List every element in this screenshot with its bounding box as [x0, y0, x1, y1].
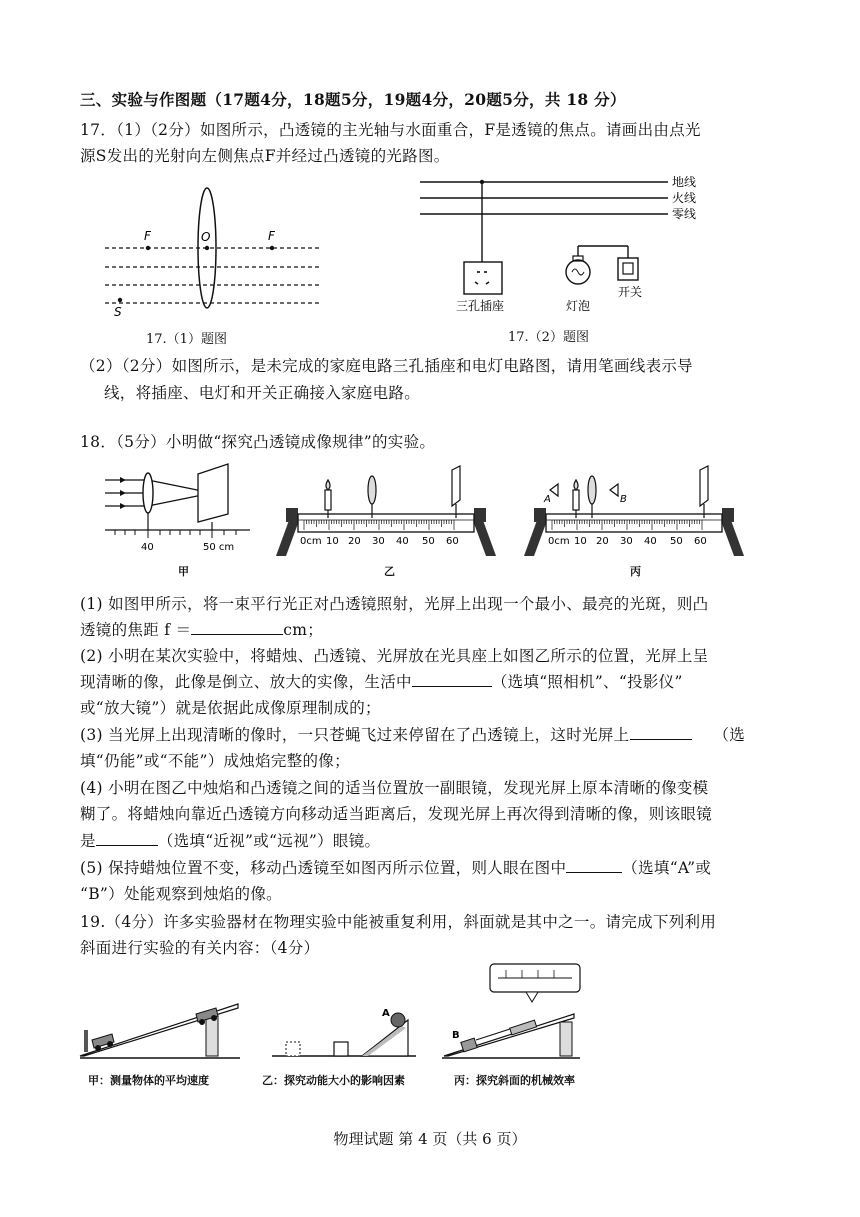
point-b-label: B: [452, 1030, 460, 1041]
candle: [573, 480, 579, 518]
svg-text:20: 20: [596, 536, 609, 547]
convex-lens: [588, 476, 596, 518]
fig19-yi-caption: 乙：探究动能大小的影响因素: [262, 1074, 405, 1087]
three-hole-socket: [464, 262, 502, 294]
section-title: 三、实验与作图题（17题4分，18题5分，19题4分，20题5分，共 18 分）: [80, 90, 626, 109]
q17-part2-line2: 线，将插座、电灯和开关正确接入家庭电路。: [104, 384, 421, 402]
svg-text:40: 40: [644, 536, 657, 547]
ground-wire-label: 地线: [672, 175, 697, 189]
q18-p1-line2: 透镜的焦距 f ＝ cm；: [80, 621, 324, 639]
live-wire-label: 火线: [672, 191, 697, 205]
svg-text:30: 30: [372, 536, 385, 547]
q18-p3-line2: 填“仍能”或“不能”）成烛焰完整的像；: [80, 752, 350, 770]
svg-text:40: 40: [396, 536, 409, 547]
q18-p2-line1: (2) 小明在某次实验中，将蜡烛、凸透镜、光屏放在光具座上如图乙所示的位置，光屏上呈: [80, 647, 709, 665]
socket-label: 三孔插座: [456, 299, 505, 313]
fig19-bing-incline-efficiency: [440, 960, 590, 1070]
block-b: [461, 1038, 477, 1052]
fig18-yi-optical-bench: [272, 460, 500, 560]
svg-text:0cm: 0cm: [548, 536, 570, 547]
fig18-jia-caption: 甲: [178, 565, 189, 578]
answer-blank-image[interactable]: [630, 725, 692, 740]
q17-line2: 源S发出的光射向左侧焦点F并经过凸透镜的光路图。: [80, 147, 450, 165]
point-b-label: B: [620, 494, 627, 505]
page-footer: 物理试题 第 4 页（共 6 页）: [333, 1130, 527, 1148]
svg-text:50 cm: 50 cm: [203, 542, 235, 553]
fig19-jia-caption: 甲：测量物体的平均速度: [88, 1074, 209, 1087]
neutral-wire-label: 零线: [672, 207, 697, 221]
switch-label: 开关: [618, 285, 643, 299]
q17-line1: 17．（1）（2分）如图所示，凸透镜的主光轴与水面重合，F是透镜的焦点。请画出由点光: [80, 121, 701, 139]
fig19-yi-incline-kinetic: [270, 1006, 420, 1070]
convex-lens: [368, 476, 376, 518]
wooden-block: [334, 1042, 348, 1056]
svg-text:20: 20: [348, 536, 361, 547]
svg-text:60: 60: [694, 536, 707, 547]
fig18-bing-caption: 丙: [630, 565, 641, 578]
q18-p4-line3: 是 （选填“近视”或“远视”）眼镜。: [80, 832, 381, 850]
light-screen: [700, 466, 708, 518]
focus-label-left: F: [144, 229, 151, 243]
svg-text:0cm: 0cm: [300, 536, 322, 547]
candle: [325, 480, 331, 518]
fig18-yi-caption: 乙: [384, 565, 395, 578]
q19-line2: 斜面进行实验的有关内容：（4分）: [80, 939, 320, 957]
answer-blank-glasses[interactable]: [96, 831, 158, 846]
svg-text:10: 10: [326, 536, 339, 547]
answer-blank-eye-position[interactable]: [566, 858, 622, 873]
wall-switch: [618, 258, 638, 280]
eye-a: [550, 484, 558, 496]
q18-p4-line2: 糊了。将蜡烛向靠近凸透镜方向移动适当距离后，发现光屏上再次得到清晰的像，则该眼镜: [80, 805, 713, 823]
q18-title: 18．（5分）小明做“探究凸透镜成像规律”的实验。: [80, 433, 436, 451]
fig17-1-lens-diagram: [100, 190, 330, 325]
fig17-2-caption: 17.（2）题图: [508, 330, 589, 345]
fig18-bing-optical-bench: [520, 460, 748, 560]
fig17-2-circuit-diagram: [420, 172, 710, 322]
source-label: S: [114, 305, 122, 319]
fig17-1-caption: 17.（1）题图: [146, 332, 227, 347]
svg-text:40: 40: [141, 542, 154, 553]
q18-p5-line1: (5) 保持蜡烛位置不变，移动凸透镜至如图丙所示位置，则人眼在图中 （选填“A”或: [80, 859, 712, 877]
q18-p2-line2: 现清晰的像，此像是倒立、放大的实像，生活中 （选填“照相机”、“投影仪”: [80, 673, 683, 691]
convex-lens: [143, 473, 153, 513]
q17-part2-line1: （2）（2分）如图所示，是未完成的家庭电路三孔插座和电灯电路图，请用笔画线表示导: [80, 357, 693, 375]
fig19-jia-incline-speed: [78, 1000, 246, 1070]
eye-b: [610, 484, 618, 496]
fig19-bing-caption: 丙：探究斜面的机械效率: [454, 1074, 575, 1087]
light-screen: [452, 466, 460, 518]
q18-p3-line1: (3) 当光屏上出现清晰的像时，一只苍蝇飞过来停留在了凸透镜上，这时光屏上 （选: [80, 726, 746, 744]
svg-text:10: 10: [574, 536, 587, 547]
steel-ball: [391, 1013, 405, 1027]
svg-text:50: 50: [422, 536, 435, 547]
answer-blank-device[interactable]: [412, 672, 492, 687]
focus-label-right: F: [268, 229, 275, 243]
q18-p5-line2: “B”）处能观察到烛焰的像。: [80, 885, 282, 903]
bulb-label: 灯泡: [566, 299, 591, 313]
point-a-label: A: [544, 494, 551, 505]
q18-p2-line3: 或“放大镜”）就是依据此成像原理制成的；: [80, 699, 381, 717]
svg-text:60: 60: [446, 536, 459, 547]
svg-text:50: 50: [670, 536, 683, 547]
answer-blank-focal-length[interactable]: [191, 620, 283, 635]
point-a-label: A: [382, 1008, 390, 1019]
q19-line1: 19.（4分）许多实验器材在物理实验中能被重复利用，斜面就是其中之一。请完成下列利用: [80, 913, 717, 931]
q18-p1-line1: (1) 如图甲所示，将一束平行光正对凸透镜照射，光屏上出现一个最小、最亮的光斑，则凸: [80, 595, 709, 613]
optical-center-label: O: [201, 230, 211, 244]
fig18-jia-focal-length: [100, 462, 260, 562]
q18-p4-line1: (4) 小明在图乙中烛焰和凸透镜之间的适当位置放一副眼镜，发现光屏上原本清晰的像变模: [80, 779, 709, 797]
svg-text:30: 30: [620, 536, 633, 547]
point-source-s: [118, 298, 122, 302]
light-screen: [198, 464, 228, 522]
